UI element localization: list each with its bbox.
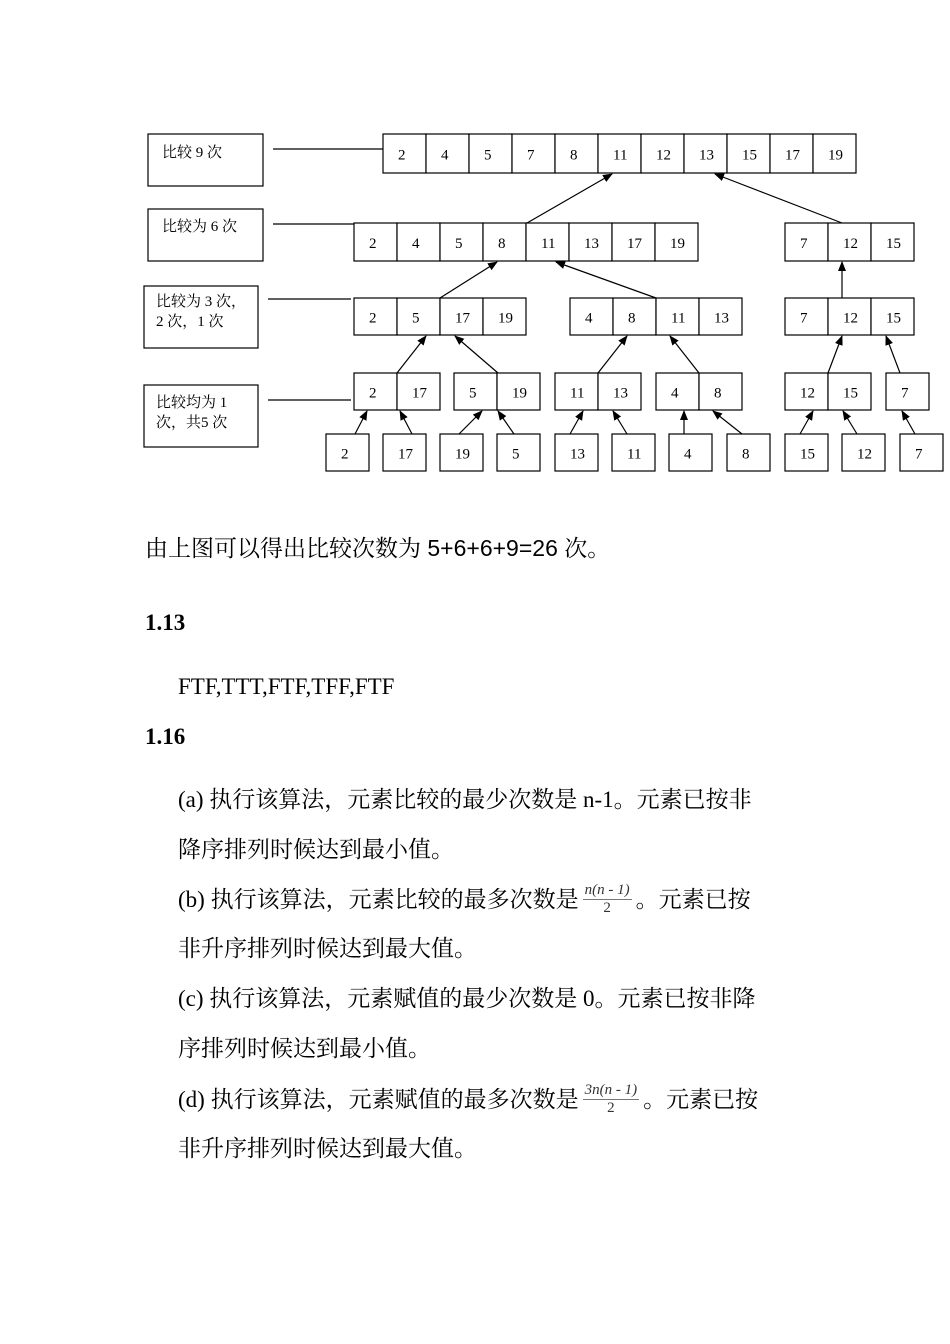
array-2-0 <box>354 298 526 335</box>
array-cell-value: 13 <box>570 446 585 463</box>
array-4-1 <box>383 434 426 471</box>
array-cell-value: 2 <box>369 236 377 252</box>
array-cell-value: 2 <box>341 446 349 463</box>
merge-arrow <box>459 411 482 434</box>
array-cell-value: 5 <box>512 446 520 463</box>
section-heading-1-16: 1.16 <box>145 724 186 749</box>
array-cell-value: 4 <box>684 446 692 463</box>
array-cell-value: 15 <box>800 446 815 463</box>
array-4-9 <box>842 434 885 471</box>
answer-d-suffix: 。元素已按 <box>643 1086 759 1112</box>
answer-d-line1 <box>178 1084 758 1119</box>
array-1-0 <box>354 223 698 261</box>
array-cell-value: 11 <box>541 236 556 252</box>
answer-b-line2: 非升序排列时候达到最大值。 <box>178 936 477 961</box>
array-cell-value: 12 <box>656 147 671 164</box>
array-cell-value: 15 <box>843 385 858 402</box>
array-cell-value: 7 <box>800 236 808 252</box>
array-cell-value: 13 <box>613 385 628 402</box>
array-cell-value: 2 <box>369 310 377 327</box>
fraction-b-numerator: n(n - 1) <box>584 882 630 898</box>
array-4-2 <box>440 434 483 471</box>
answer-a-line1: (a) 执行该算法，元素比较的最少次数是 n-1。元素已按非 <box>178 787 752 812</box>
array-cell-value: 12 <box>857 446 872 463</box>
merge-arrow <box>886 336 900 373</box>
array-cell-value: 12 <box>843 310 858 327</box>
array-cell-value: 5 <box>455 236 463 252</box>
array-cell-value: 4 <box>585 310 593 327</box>
merge-arrow <box>400 411 412 434</box>
array-cell-value: 5 <box>412 310 420 327</box>
merge-arrow <box>355 411 367 434</box>
array-cell-value: 17 <box>398 446 413 463</box>
merge-arrow <box>498 411 514 434</box>
array-cell-value: 11 <box>613 147 628 164</box>
comparison-label-text: 次，共5 次 <box>156 415 228 431</box>
array-cell-value: 2 <box>369 385 377 402</box>
answer-b-suffix: 。元素已按 <box>635 886 751 912</box>
merge-sort-diagram <box>0 0 950 490</box>
section-heading-1-13: 1.13 <box>145 610 186 635</box>
answer-c-line2: 序排列时候达到最小值。 <box>178 1036 431 1061</box>
answer-b-line1 <box>178 884 751 919</box>
fraction-d <box>583 1082 640 1117</box>
comparison-label-text: 比较为 3 次， <box>156 294 247 310</box>
array-4-10 <box>900 434 943 471</box>
comparison-label-text: 比较 9 次 <box>162 145 223 161</box>
array-3-3 <box>656 373 742 410</box>
array-cell-value: 7 <box>527 147 535 164</box>
comparison-label-text: 比较均为 1 <box>156 395 228 411</box>
merge-arrow <box>527 174 612 223</box>
array-cell-value: 15 <box>742 147 757 164</box>
answer-d-prefix: (d) 执行该算法，元素赋值的最多次数是 <box>178 1086 579 1112</box>
comparison-label-text: 2 次，1 次 <box>156 314 224 330</box>
array-cell-value: 7 <box>800 310 808 327</box>
merge-arrow <box>670 336 699 373</box>
array-cell-value: 4 <box>412 236 420 252</box>
array-cell-value: 4 <box>441 147 449 164</box>
merge-arrow <box>613 411 627 434</box>
array-2-1 <box>570 298 742 335</box>
array-cell-value: 19 <box>670 236 685 252</box>
array-cell-value: 11 <box>570 385 585 402</box>
array-cell-value: 17 <box>455 310 470 327</box>
array-cell-value: 8 <box>628 310 636 327</box>
array-cell-value: 5 <box>469 385 477 402</box>
comparison-label-1 <box>148 209 263 261</box>
array-cell-value: 17 <box>412 385 427 402</box>
fraction-d-numerator: 3n(n - 1) <box>584 1082 638 1098</box>
array-4-6 <box>669 434 712 471</box>
array-3-5 <box>886 373 929 410</box>
merge-arrow <box>455 336 498 373</box>
array-4-8 <box>785 434 828 471</box>
array-cell-value: 12 <box>843 236 858 252</box>
merge-arrow <box>902 411 915 434</box>
merge-arrow <box>556 262 656 298</box>
array-4-0 <box>326 434 369 471</box>
fraction-d-denominator: 2 <box>607 1100 615 1116</box>
array-cell-value: 8 <box>570 147 578 164</box>
array-cell-value: 17 <box>627 236 642 252</box>
array-cell-value: 7 <box>915 446 923 463</box>
array-3-4 <box>785 373 871 410</box>
array-cell-value: 8 <box>498 236 506 252</box>
fraction-b-denominator: 2 <box>603 900 611 916</box>
array-2-2 <box>785 298 914 335</box>
merge-arrow <box>570 411 583 434</box>
array-4-4 <box>555 434 598 471</box>
array-cell-value: 4 <box>671 385 679 402</box>
array-cell-value: 7 <box>901 385 909 402</box>
merge-arrow <box>440 262 497 298</box>
merge-arrow <box>598 336 627 373</box>
answer-a-line2: 降序排列时候达到最小值。 <box>178 837 454 862</box>
array-cell-value: 8 <box>742 446 750 463</box>
array-cell-value: 19 <box>498 310 513 327</box>
array-cell-value: 8 <box>714 385 722 402</box>
array-cell-value: 15 <box>886 236 901 252</box>
fraction-b <box>583 882 632 917</box>
array-cell-value: 13 <box>714 310 729 327</box>
answer-1-13: FTF,TTT,FTF,TFF,FTF <box>178 674 395 699</box>
array-cell-value: 11 <box>671 310 686 327</box>
answer-d-line2: 非升序排列时候达到最大值。 <box>178 1136 477 1161</box>
merge-arrow <box>397 336 426 373</box>
array-cell-value: 12 <box>800 385 815 402</box>
array-4-5 <box>612 434 655 471</box>
comparison-label-0 <box>148 134 263 186</box>
summary-text: 由上图可以得出比较次数为 5+6+6+9=26 次。 <box>145 535 611 561</box>
array-cell-value: 17 <box>785 147 800 164</box>
array-3-2 <box>555 373 641 410</box>
comparison-label-box <box>148 209 263 261</box>
merge-arrow <box>800 411 813 434</box>
array-cell-value: 19 <box>512 385 527 402</box>
array-cell-value: 11 <box>627 446 642 463</box>
array-4-3 <box>497 434 540 471</box>
merge-arrow <box>715 174 842 223</box>
array-cell-value: 15 <box>886 310 901 327</box>
answer-c-line1: (c) 执行该算法，元素赋值的最少次数是 0。元素已按非降 <box>178 986 756 1011</box>
array-cell-value: 19 <box>828 147 843 164</box>
array-cell-value: 5 <box>484 147 492 164</box>
comparison-label-3 <box>144 385 258 447</box>
merge-arrow <box>843 411 857 434</box>
array-cell-value: 2 <box>398 147 406 164</box>
merge-arrow <box>828 336 842 373</box>
array-cell-value: 13 <box>584 236 599 252</box>
array-3-1 <box>454 373 540 410</box>
array-cell-value: 13 <box>699 147 714 164</box>
array-1-1 <box>785 223 914 261</box>
array-0-0 <box>383 134 856 173</box>
array-cell-value: 19 <box>455 446 470 463</box>
comparison-label-text: 比较为 6 次 <box>162 219 238 235</box>
answer-b-prefix: (b) 执行该算法，元素比较的最多次数是 <box>178 886 579 912</box>
comparison-label-2 <box>144 286 258 348</box>
array-4-7 <box>727 434 770 471</box>
array-3-0 <box>354 373 440 410</box>
merge-arrow <box>713 411 742 434</box>
